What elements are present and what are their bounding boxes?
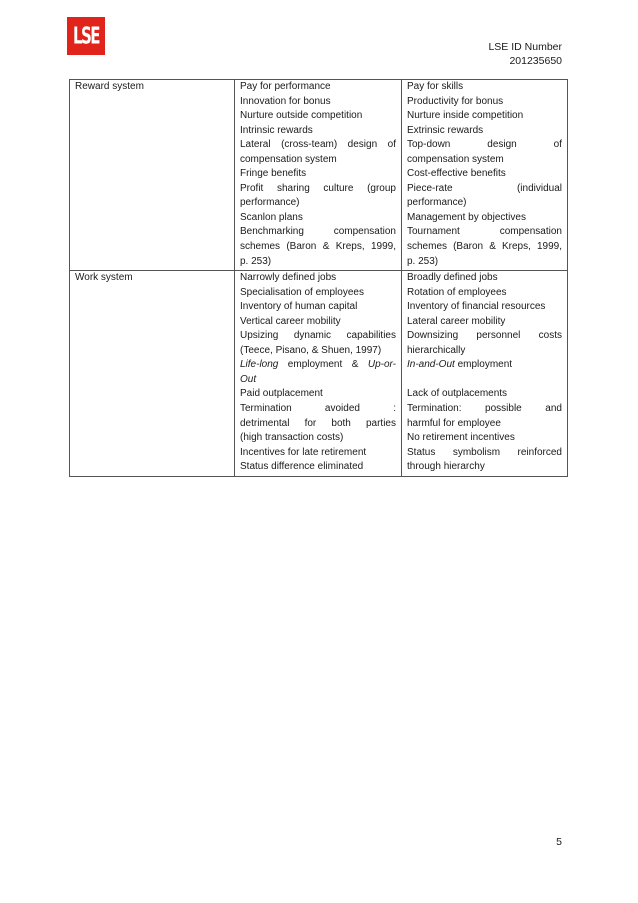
list-item: Innovation for bonus — [240, 95, 331, 107]
practice-cell-b — [402, 80, 568, 271]
list-item: Rotation of employees — [407, 286, 507, 298]
blank-line — [407, 373, 562, 388]
list-item: Inventory of financial resources — [407, 301, 546, 313]
lse-logo-text: LSE — [72, 22, 100, 50]
category-label: Reward system — [75, 81, 144, 92]
list-item: Extrinsic rewards — [407, 124, 484, 136]
list-item: Incentives for late retirement — [240, 446, 367, 458]
practice-cell-b — [402, 271, 568, 477]
table-row-work-system — [70, 271, 568, 477]
list-item: Fringe benefits — [240, 168, 307, 180]
list-item: Top-down design of — [407, 139, 562, 151]
list-item: performance) — [240, 197, 300, 209]
list-item: Lateral (cross-team) design of — [240, 139, 396, 151]
list-item: Termination: possible and — [407, 403, 562, 415]
list-item: schemes (Baron & Kreps, 1999, — [240, 241, 396, 253]
list-item: p. 253) — [240, 255, 272, 267]
list-item: (high transaction costs) — [240, 432, 344, 444]
list-item — [407, 358, 562, 373]
list-item: Cost-effective benefits — [407, 168, 506, 180]
list-item: Benchmarking compensation — [240, 226, 396, 238]
italic-term: Life-long — [240, 359, 279, 371]
list-item: Downsizing personnel costs — [407, 330, 562, 342]
list-item: No retirement incentives — [407, 432, 515, 444]
practice-cell-a — [235, 80, 402, 271]
list-item: schemes (Baron & Kreps, 1999, — [407, 241, 562, 253]
list-item: Profit sharing culture (group — [240, 182, 396, 194]
list-item: Specialisation of employees — [240, 286, 364, 298]
table-row-reward-system — [70, 80, 568, 271]
list-item: p. 253) — [407, 255, 439, 267]
list-item: Piece-rate (individual — [407, 182, 562, 194]
list-item: Narrowly defined jobs — [240, 272, 337, 284]
list-item: Broadly defined jobs — [407, 272, 498, 284]
list-item: Pay for performance — [240, 81, 331, 92]
list-item: detrimental for both parties — [240, 417, 396, 429]
list-item: Productivity for bonus — [407, 95, 504, 107]
list-item: Lateral career mobility — [407, 315, 506, 327]
page-number: 5 — [556, 836, 562, 848]
italic-term: Up-or- — [367, 359, 396, 371]
list-item: Management by objectives — [407, 211, 526, 223]
list-item — [240, 358, 396, 373]
category-label: Work system — [75, 272, 133, 284]
italic-term: Out — [240, 373, 257, 385]
student-id-block — [488, 40, 562, 68]
list-item: performance) — [407, 197, 467, 209]
practice-cell-a — [235, 271, 402, 477]
italic-term: In-and-Out — [407, 359, 455, 371]
comparison-table — [69, 79, 568, 477]
text-fragment: employment & — [278, 359, 368, 371]
list-item: Paid outplacement — [240, 388, 323, 400]
list-item: Nurture inside competition — [407, 110, 524, 122]
list-item: Termination avoided : — [240, 403, 396, 415]
lse-logo — [67, 17, 105, 55]
list-item: Vertical career mobility — [240, 315, 341, 327]
category-cell — [70, 271, 235, 477]
list-item: harmful for employee — [407, 417, 501, 429]
list-item — [240, 373, 396, 388]
list-item: hierarchically — [407, 344, 466, 356]
list-item: Lack of outplacements — [407, 388, 508, 400]
list-item: Status difference eliminated — [240, 461, 364, 473]
list-item: Upsizing dynamic capabilities — [240, 330, 396, 342]
list-item: Status symbolism reinforced — [407, 446, 562, 458]
id-label: LSE ID Number — [488, 41, 562, 53]
id-number: 201235650 — [509, 55, 562, 67]
list-item: Pay for skills — [407, 81, 464, 92]
list-item: Scanlon plans — [240, 211, 303, 223]
list-item: through hierarchy — [407, 461, 485, 473]
category-cell — [70, 80, 235, 271]
list-item: compensation system — [240, 153, 337, 165]
list-item: Nurture outside competition — [240, 110, 363, 122]
list-item: (Teece, Pisano, & Shuen, 1997) — [240, 344, 382, 356]
list-item: Inventory of human capital — [240, 301, 358, 313]
text-fragment: employment — [454, 359, 513, 371]
list-item: Intrinsic rewards — [240, 124, 313, 136]
list-item: Tournament compensation — [407, 226, 562, 238]
list-item: compensation system — [407, 153, 504, 165]
